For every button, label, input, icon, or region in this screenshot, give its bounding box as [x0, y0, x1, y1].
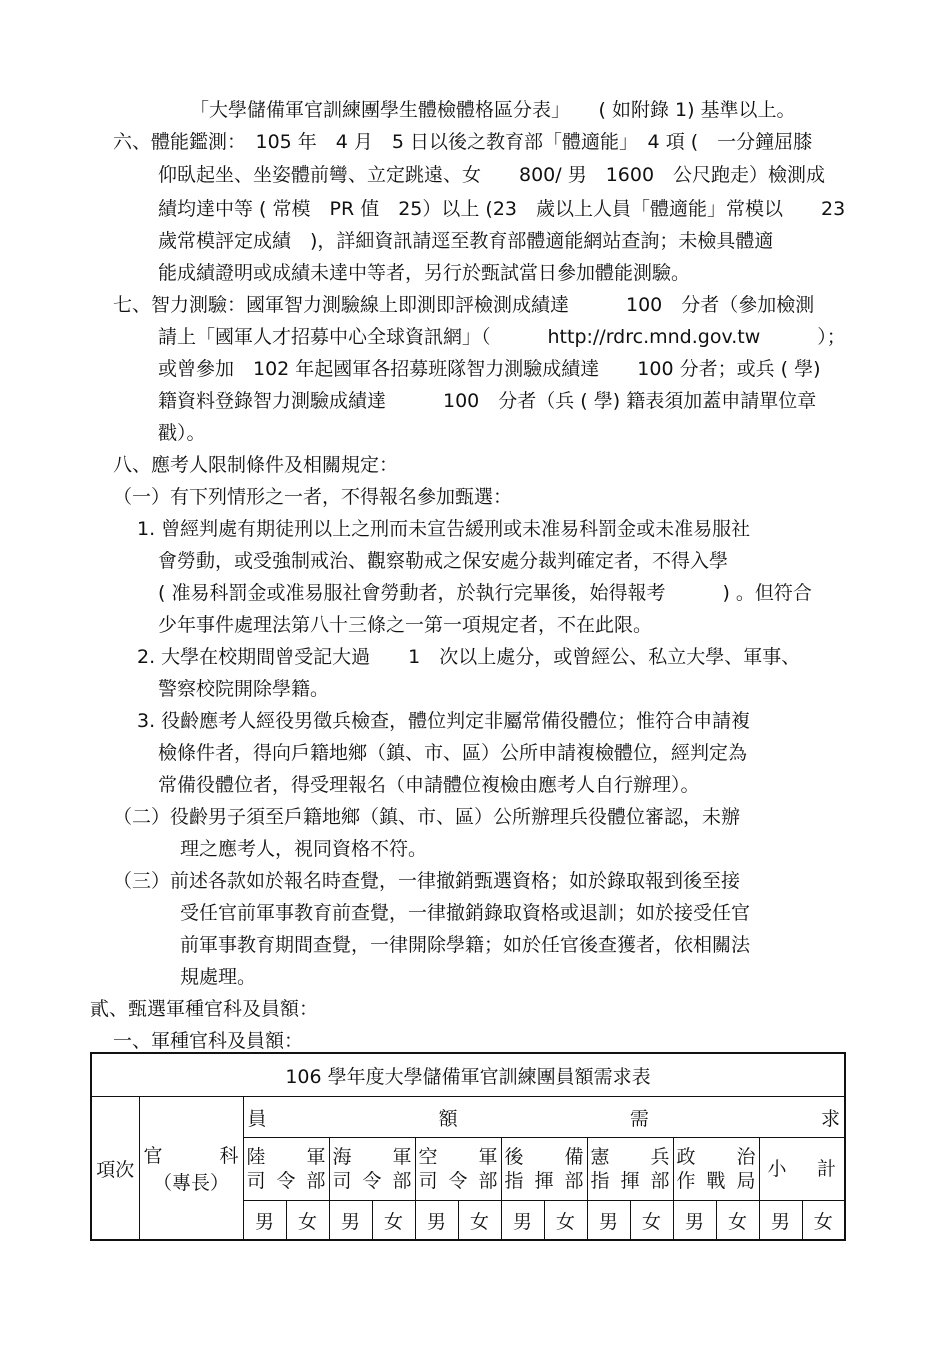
female-header: 女: [458, 1201, 501, 1241]
unit-char: 令: [448, 1170, 468, 1192]
unit-char: 部: [478, 1170, 498, 1192]
unit-char: 司: [418, 1170, 438, 1192]
quota-table-wrapper: [90, 1052, 846, 1241]
body-line-4: 績均達中等 ( 常模 PR 值 25）以上 (23 歲以上人員「體適能」常模以 23: [158, 198, 846, 220]
item-number-header: 項次: [91, 1097, 139, 1241]
body-line-27: 前軍事教育期間查覺，一律開除學籍；如於任官後查獲者，依相關法: [180, 934, 751, 956]
body-line-5: 歲常模評定成績 )，詳細資訊請逕至教育部體適能網站查詢；未檢具體適: [158, 230, 774, 252]
female-header: 女: [630, 1201, 673, 1241]
unit-char: 空: [418, 1146, 438, 1168]
unit-char: 局: [736, 1170, 756, 1192]
branch-header-char: 官: [143, 1145, 163, 1167]
body-line-7: 七、智力測驗：國軍智力測驗線上即測即評檢測成績達 100 分者（參加檢測: [113, 294, 815, 316]
unit-char: 作: [676, 1170, 696, 1192]
body-line-3: 仰臥起坐、坐姿體前彎、立定跳遠、女 800/ 男 1600 公尺跑走）檢測成: [158, 164, 826, 186]
unit-char: 兵: [650, 1146, 670, 1168]
subtotal-char: 計: [816, 1158, 836, 1180]
body-line-20: 3. 役齡應考人經役男徵兵檢查，體位判定非屬常備役體位；惟符合申請複: [137, 710, 751, 732]
unit-char: 部: [650, 1170, 670, 1192]
body-line-1: 「大學儲備軍官訓練團學生體檢體格區分表」 ( 如附錄 1) 基準以上。: [190, 99, 796, 121]
unit-char: 司: [246, 1170, 266, 1192]
unit-char: 令: [362, 1170, 382, 1192]
body-line-14: 1. 曾經判處有期徒刑以上之刑而未宣告緩刑或未准易科罰金或未准易服社: [137, 518, 751, 540]
unit-header-airforce: [415, 1138, 501, 1201]
unit-char: 司: [332, 1170, 352, 1192]
unit-char: 揮: [534, 1170, 554, 1192]
unit-char: 軍: [478, 1146, 498, 1168]
male-header: 男: [329, 1201, 372, 1241]
body-line-19: 警察校院開除學籍。: [158, 678, 330, 700]
unit-header-political-warfare: [673, 1138, 759, 1201]
unit-char: 部: [392, 1170, 412, 1192]
quota-table: [90, 1052, 846, 1241]
body-line-13: （一）有下列情形之一者，不得報名參加甄選：: [113, 486, 513, 508]
unit-char: 陸: [246, 1146, 266, 1168]
unit-char: 海: [332, 1146, 352, 1168]
need-char: 需: [629, 1107, 649, 1130]
female-header: 女: [544, 1201, 587, 1241]
body-line-22: 常備役體位者，得受理報名（申請體位複檢由應考人自行辦理）。: [158, 774, 700, 796]
unit-char: 治: [736, 1146, 756, 1168]
unit-char: 部: [306, 1170, 326, 1192]
need-char: 額: [438, 1107, 458, 1130]
body-line-16: ( 准易科罰金或准易服社會勞動者，於執行完畢後，始得報考 ) 。但符合: [158, 582, 812, 604]
unit-char: 指: [590, 1170, 610, 1192]
table-title: 106 學年度大學儲備軍官訓練團員額需求表: [91, 1053, 845, 1097]
body-line-9: 或曾參加 102 年起國軍各招募班隊智力測驗成績達 100 分者；或兵 ( 學): [158, 358, 821, 380]
female-header: 女: [716, 1201, 759, 1241]
body-line-10: 籍資料登錄智力測驗成績達 100 分者（兵 ( 學) 籍表須加蓋申請單位章: [158, 390, 817, 412]
specialty-header: （專長）: [152, 1172, 229, 1194]
subtotal-char: 小: [767, 1158, 787, 1180]
need-char: 員: [247, 1107, 267, 1130]
male-header: 男: [673, 1201, 716, 1241]
body-line-26: 受任官前軍事教育前查覺，一律撤銷錄取資格或退訓；如於接受任官: [180, 902, 751, 924]
body-line-18: 2. 大學在校期間曾受記大過 1 次以上處分，或曾經公、私立大學、軍事、: [137, 646, 801, 668]
body-line-15: 會勞動，或受強制戒治、觀察勒戒之保安處分裁判確定者，不得入學: [158, 550, 729, 572]
unit-header-reserve: [501, 1138, 587, 1201]
branch-header: [139, 1097, 243, 1241]
unit-char: 揮: [620, 1170, 640, 1192]
body-line-24: 理之應考人，視同資格不符。: [180, 838, 428, 860]
female-header: 女: [372, 1201, 415, 1241]
body-line-21: 檢條件者，得向戶籍地鄉（鎮、市、區）公所申請複檢體位，經判定為: [158, 742, 748, 764]
subsection-heading-1: 一、軍種官科及員額：: [113, 1030, 304, 1052]
branch-header-top: [140, 1141, 243, 1168]
branch-header-char: 科: [219, 1145, 239, 1167]
body-line-23: （二）役齡男子須至戶籍地鄉（鎮、市、區）公所辦理兵役體位審認，未辦: [113, 806, 741, 828]
unit-header-army: [243, 1138, 329, 1201]
body-line-2: 六、體能鑑測： 105 年 4 月 5 日以後之教育部「體適能」 4 項 ( 一分鐘屈膝: [113, 131, 813, 153]
subtotal-header: [759, 1138, 845, 1201]
unit-char: 軍: [392, 1146, 412, 1168]
unit-char: 憲: [590, 1146, 610, 1168]
body-line-12: 八、應考人限制條件及相關規定：: [113, 454, 399, 476]
female-header: 女: [286, 1201, 329, 1241]
unit-char: 部: [564, 1170, 584, 1192]
female-header: 女: [802, 1201, 845, 1241]
section-heading-2: 貳、甄選軍種官科及員額：: [90, 998, 319, 1020]
unit-header-military-police: [587, 1138, 673, 1201]
unit-char: 軍: [306, 1146, 326, 1168]
unit-header-navy: [329, 1138, 415, 1201]
unit-char: 令: [276, 1170, 296, 1192]
unit-char: 備: [564, 1146, 584, 1168]
unit-char: 指: [504, 1170, 524, 1192]
body-line-6: 能成績證明或成績未達中等者，另行於甄試當日參加體能測驗。: [158, 262, 691, 284]
male-header: 男: [501, 1201, 544, 1241]
body-line-11: 戳）。: [158, 422, 206, 444]
male-header: 男: [415, 1201, 458, 1241]
male-header: 男: [243, 1201, 286, 1241]
unit-char: 政: [676, 1146, 696, 1168]
quota-need-header: [243, 1097, 845, 1138]
male-header: 男: [759, 1201, 802, 1241]
body-line-17: 少年事件處理法第八十三條之一第一項規定者，不在此限。: [158, 614, 653, 636]
body-line-28: 規處理。: [180, 966, 257, 988]
unit-char: 戰: [706, 1170, 726, 1192]
body-line-25: （三）前述各款如於報名時查覺，一律撤銷甄選資格；如於錄取報到後至接: [113, 870, 741, 892]
body-line-8: 請上「國軍人才招募中心全球資訊網」（ http://rdrc.mnd.gov.tw ）；: [158, 326, 846, 348]
unit-char: 後: [504, 1146, 524, 1168]
male-header: 男: [587, 1201, 630, 1241]
need-char: 求: [820, 1107, 840, 1130]
